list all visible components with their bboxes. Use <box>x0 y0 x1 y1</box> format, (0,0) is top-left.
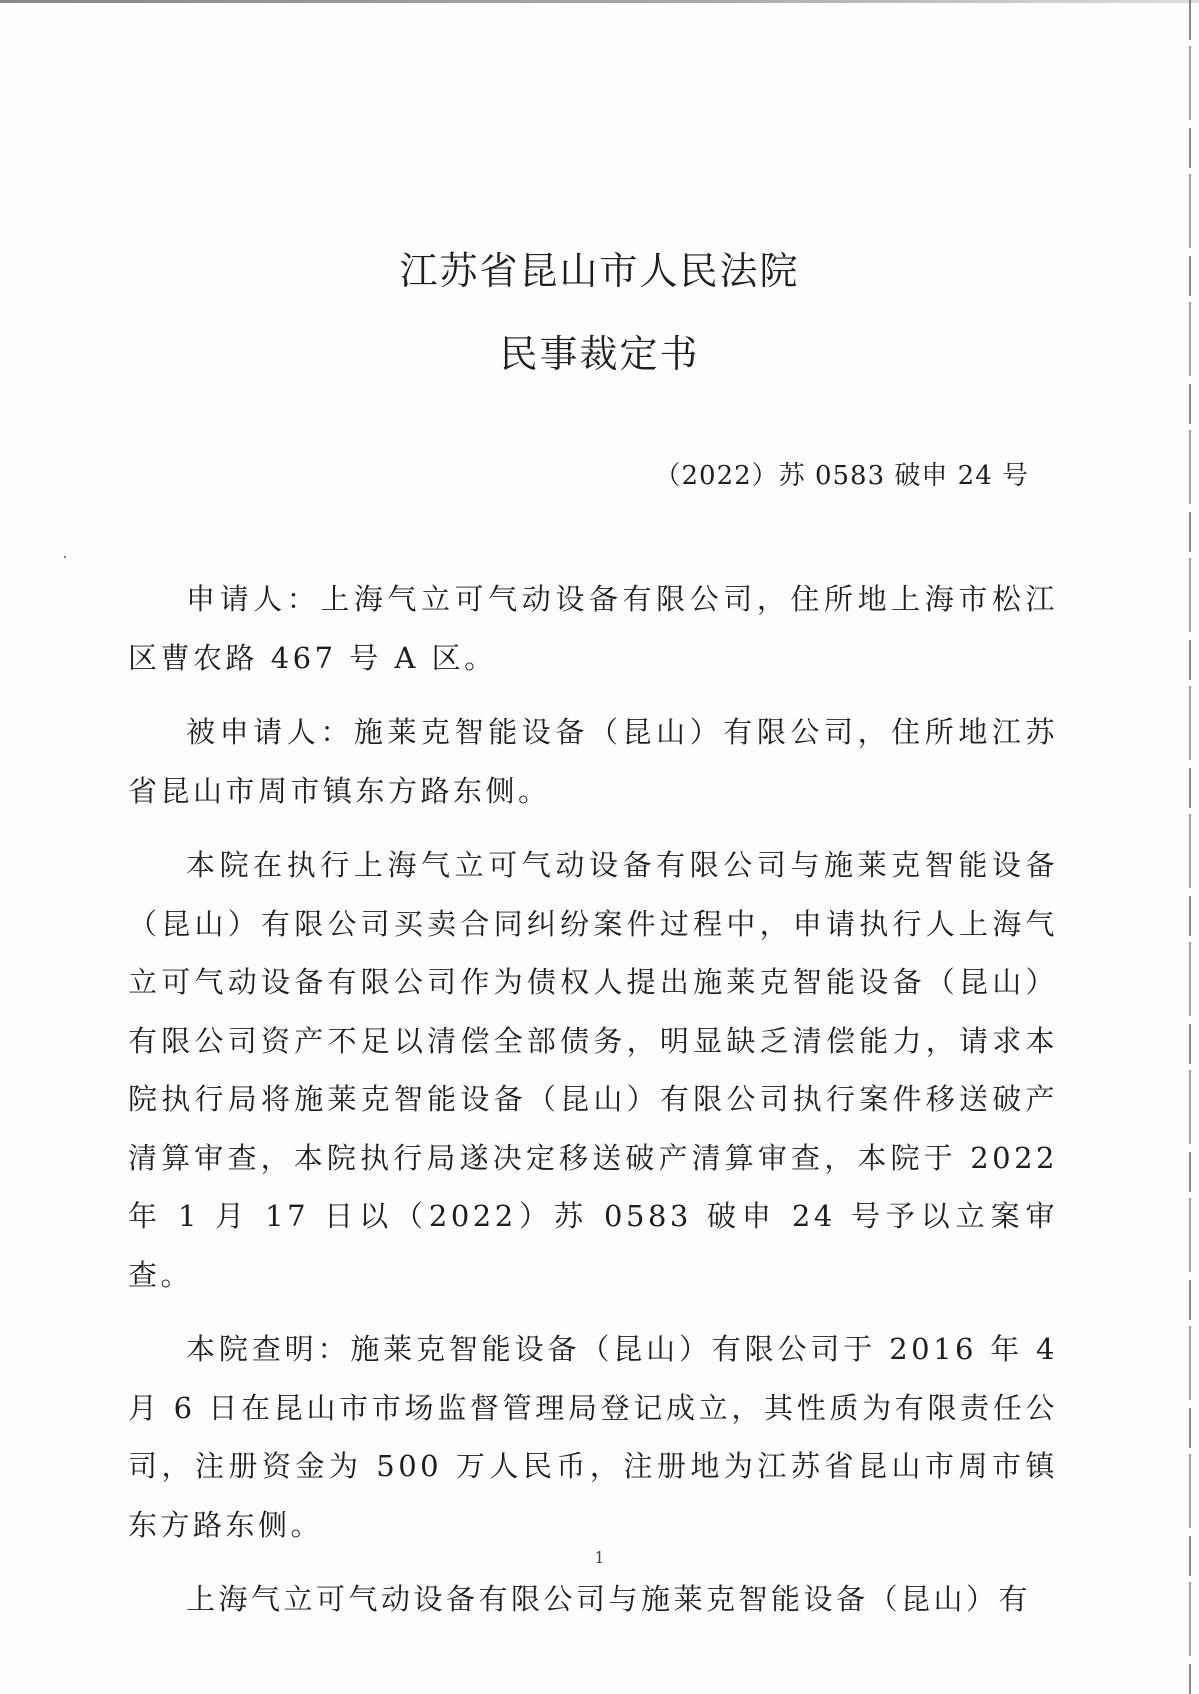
paragraph-case-background: 本院在执行上海气立可气动设备有限公司与施莱克智能设备（昆山）有限公司买卖合同纠纷案件过程中，申请执行人上海气立可气动设备有限公司作为债权人提出施莱克智能设备（昆山）有限公司资产不足以清偿全部债务，明显缺乏清偿能力，请求本院执行局将施莱克智能设备（昆山）有限公司执行案件移送破产清算审查，本院执行局遂决定移送破产清算审查，本院于 2022 年 1 月 17 日以（2022）苏 0583 破申 24 号予以立案审查。 <box>128 848 1058 1292</box>
scan-speck <box>64 556 66 558</box>
page-number: 1 <box>594 1548 605 1567</box>
case-number: （2022）苏 0583 破申 24 号 <box>654 461 1029 491</box>
document-type: 民事裁定书 <box>499 332 700 376</box>
paragraph-respondent: 被申请人：施莱克智能设备（昆山）有限公司，住所地江苏省昆山市周市镇东方路东侧。 <box>128 715 1058 808</box>
court-name: 江苏省昆山市人民法院 <box>399 249 800 293</box>
document-body <box>128 570 1058 1645</box>
paragraph-findings: 本院查明：施莱克智能设备（昆山）有限公司于 2016 年 4 月 6 日在昆山市市场监督管理局登记成立，其性质为有限责任公司，注册资金为 500 万人民币，注册地为江苏省昆山市周市镇东方路东侧。 <box>128 1332 1058 1542</box>
scan-edge-top <box>0 0 1199 3</box>
paragraph-continued: 上海气立可气动设备有限公司与施莱克智能设备（昆山）有 <box>186 1582 1032 1616</box>
paragraph-applicant: 申请人：上海气立可气动设备有限公司，住所地上海市松江区曹农路 467 号 A 区。 <box>128 582 1058 675</box>
